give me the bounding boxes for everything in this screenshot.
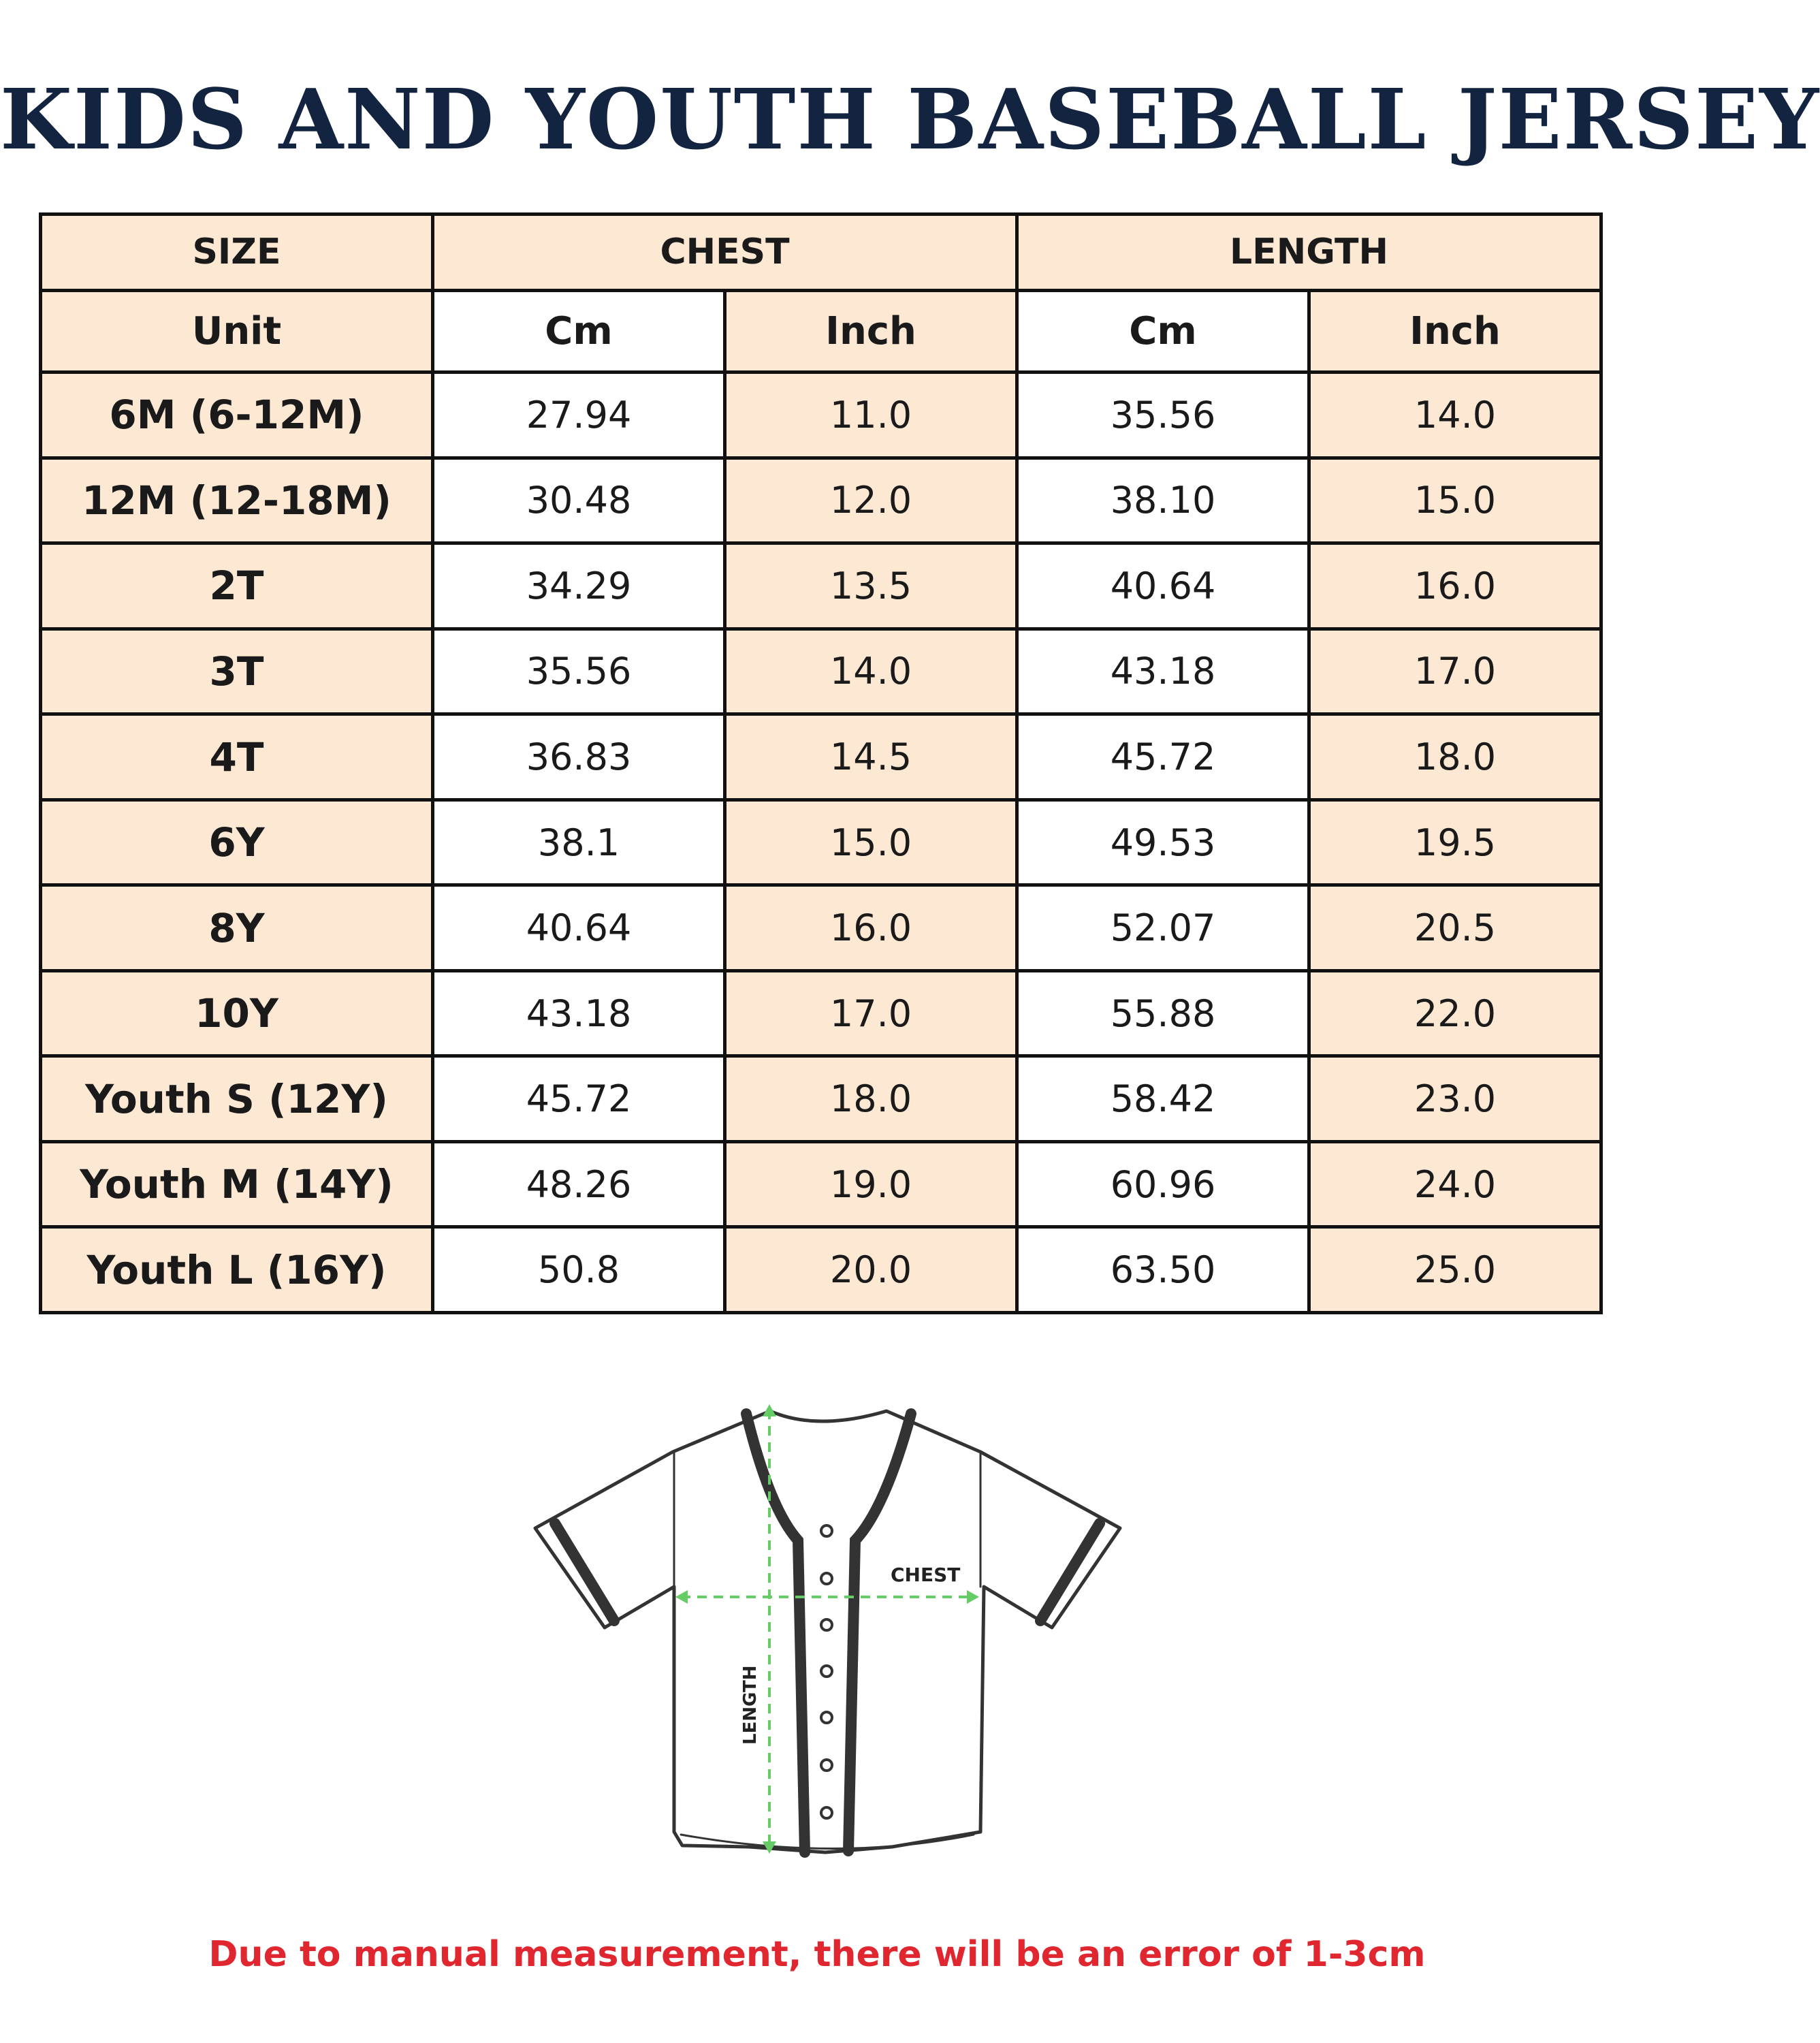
size-cell: Youth L (16Y) <box>41 1227 433 1313</box>
length-cm-cell: 58.42 <box>1017 1056 1309 1142</box>
length-inch-cell: 23.0 <box>1309 1056 1601 1142</box>
size-cell: 2T <box>41 543 433 629</box>
chest-inch-cell: 16.0 <box>725 885 1017 971</box>
chest-inch-cell: 18.0 <box>725 1056 1017 1142</box>
chest-inch-cell: 14.0 <box>725 629 1017 714</box>
size-cell: 3T <box>41 629 433 714</box>
length-label: LENGTH <box>740 1665 761 1745</box>
length-inch-cell: 18.0 <box>1309 714 1601 800</box>
chest-inch-cell: 12.0 <box>725 458 1017 543</box>
placket-right-trim <box>848 1414 911 1851</box>
size-cell: Youth M (14Y) <box>41 1141 433 1227</box>
button-icon <box>821 1807 832 1818</box>
unit-length-inch: Inch <box>1309 290 1601 372</box>
placket-left-trim <box>746 1414 805 1852</box>
length-inch-cell: 22.0 <box>1309 970 1601 1056</box>
length-inch-cell: 14.0 <box>1309 373 1601 458</box>
chest-inch-cell: 19.0 <box>725 1141 1017 1227</box>
length-cm-cell: 55.88 <box>1017 970 1309 1056</box>
length-inch-cell: 20.5 <box>1309 885 1601 971</box>
length-inch-cell: 15.0 <box>1309 458 1601 543</box>
button-icon <box>821 1760 832 1771</box>
length-cm-cell: 52.07 <box>1017 885 1309 971</box>
chest-cm-cell: 45.72 <box>433 1056 725 1142</box>
chest-cm-cell: 27.94 <box>433 373 725 458</box>
size-cell: 6M (6-12M) <box>41 373 433 458</box>
chest-cm-cell: 36.83 <box>433 714 725 800</box>
unit-label: Unit <box>41 290 433 372</box>
chest-cm-cell: 30.48 <box>433 458 725 543</box>
length-cm-cell: 43.18 <box>1017 629 1309 714</box>
chest-cm-cell: 40.64 <box>433 885 725 971</box>
unit-chest-inch: Inch <box>725 290 1017 372</box>
header-length: LENGTH <box>1017 215 1601 291</box>
unit-length-cm: Cm <box>1017 290 1309 372</box>
length-inch-cell: 24.0 <box>1309 1141 1601 1227</box>
chest-inch-cell: 14.5 <box>725 714 1017 800</box>
unit-chest-cm: Cm <box>433 290 725 372</box>
chest-label: CHEST <box>891 1564 961 1586</box>
length-inch-cell: 19.5 <box>1309 799 1601 885</box>
jersey-outline-icon <box>535 1411 1120 1852</box>
button-icon <box>821 1619 832 1630</box>
button-icon <box>821 1573 832 1584</box>
size-cell: 12M (12-18M) <box>41 458 433 543</box>
arrow-up-icon <box>763 1404 776 1416</box>
chest-inch-cell: 13.5 <box>725 543 1017 629</box>
length-inch-cell: 25.0 <box>1309 1227 1601 1313</box>
size-cell: 4T <box>41 714 433 800</box>
button-icon <box>821 1525 832 1536</box>
length-cm-cell: 40.64 <box>1017 543 1309 629</box>
header-chest: CHEST <box>433 215 1017 291</box>
length-cm-cell: 35.56 <box>1017 373 1309 458</box>
button-icon <box>821 1712 832 1723</box>
arrow-left-icon <box>675 1590 688 1604</box>
length-cm-cell: 63.50 <box>1017 1227 1309 1313</box>
size-cell: 8Y <box>41 885 433 971</box>
page-title: KIDS AND YOUTH BASEBALL JERSEY <box>0 70 1820 168</box>
length-cm-cell: 45.72 <box>1017 714 1309 800</box>
chest-cm-cell: 48.26 <box>433 1141 725 1227</box>
size-cell: 6Y <box>41 799 433 885</box>
length-cm-cell: 49.53 <box>1017 799 1309 885</box>
length-inch-cell: 17.0 <box>1309 629 1601 714</box>
chest-inch-cell: 15.0 <box>725 799 1017 885</box>
chest-inch-cell: 11.0 <box>725 373 1017 458</box>
chest-cm-cell: 35.56 <box>433 629 725 714</box>
chest-inch-cell: 17.0 <box>725 970 1017 1056</box>
length-inch-cell: 16.0 <box>1309 543 1601 629</box>
length-cm-cell: 60.96 <box>1017 1141 1309 1227</box>
chest-cm-cell: 50.8 <box>433 1227 725 1313</box>
size-cell: Youth S (12Y) <box>41 1056 433 1142</box>
chest-cm-cell: 34.29 <box>433 543 725 629</box>
chest-cm-cell: 38.1 <box>433 799 725 885</box>
button-icon <box>821 1666 832 1677</box>
chest-inch-cell: 20.0 <box>725 1227 1017 1313</box>
length-cm-cell: 38.10 <box>1017 458 1309 543</box>
measurement-note: Due to manual measurement, there will be an error of 1-3cm <box>208 1934 1426 1975</box>
arrow-right-icon <box>967 1590 979 1604</box>
chest-cm-cell: 43.18 <box>433 970 725 1056</box>
size-cell: 10Y <box>41 970 433 1056</box>
header-size: SIZE <box>41 215 433 291</box>
